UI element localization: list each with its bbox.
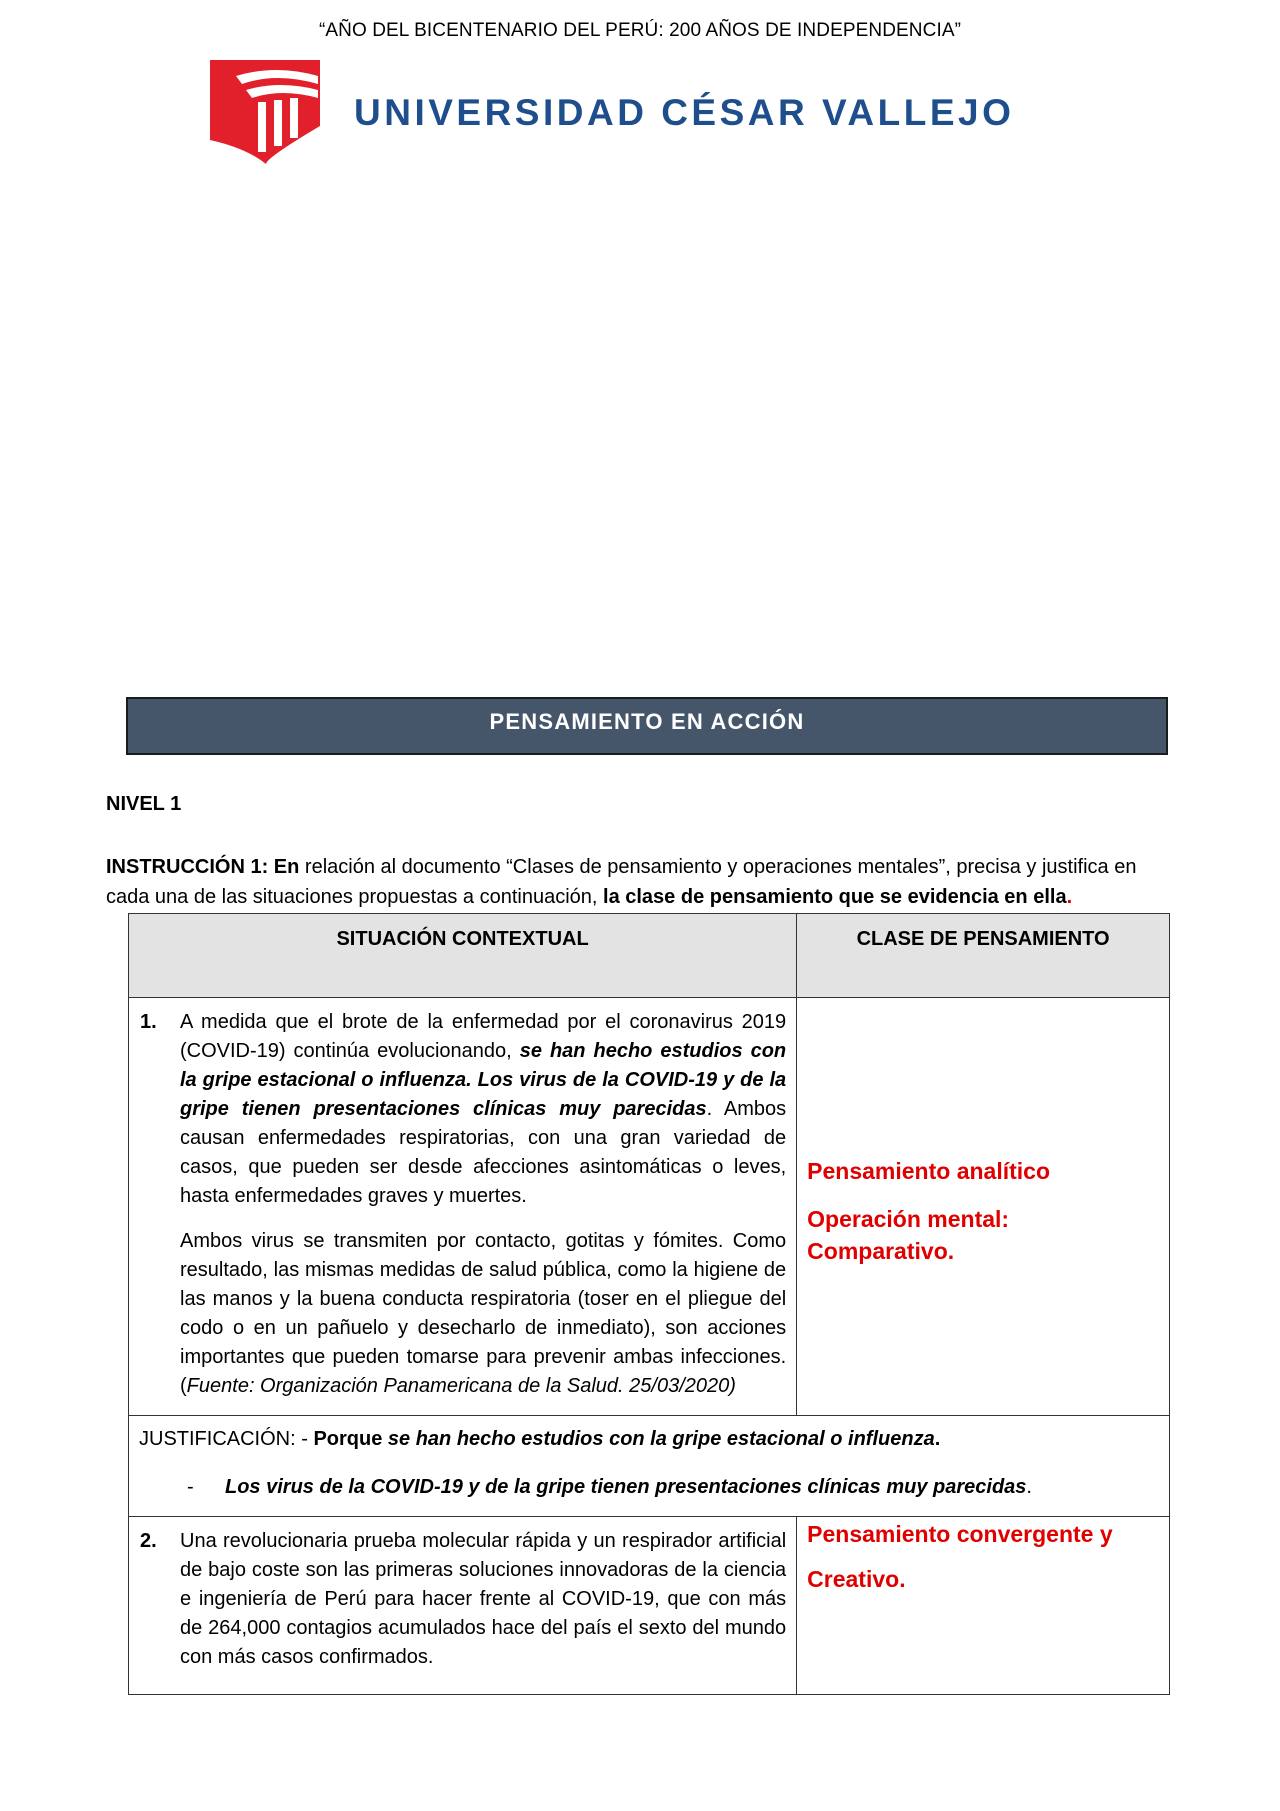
situation-cell: [129, 1517, 797, 1695]
situation-text: . Ambos causan enfermedades respiratorias, con una gran variedad de casos, que pueden ser desde afecciones asintomáticas o leves, hasta enfermedades graves y muertes.: [180, 1098, 787, 1207]
clase-label: Creativo.: [807, 1566, 906, 1592]
justification-label: JUSTIFICACIÓN: -: [139, 1428, 314, 1450]
instruction-text: relación al documento “Clases de pensamiento y operaciones mentales”, precisa y justifica en cada una de las situaciones propuestas a continuación,: [106, 856, 1137, 908]
justification-emphasis: se han hecho estudios con la gripe estacional o influenza: [387, 1428, 935, 1450]
instruction-label: INSTRUCCIÓN 1:: [106, 856, 269, 878]
university-name: UNIVERSIDAD CÉSAR VALLEJO: [354, 92, 1015, 133]
shield-icon: [206, 56, 324, 166]
clase-label: Pensamiento analítico: [807, 1158, 1051, 1184]
situation-source: Fuente: Organización Panamericana de la Salud. 25/03/2020): [186, 1375, 736, 1397]
clase-label: Pensamiento convergente y: [807, 1521, 1113, 1547]
year-header: “AÑO DEL BICENTENARIO DEL PERÚ: 200 AÑOS DE INDEPENDENCIA”: [318, 20, 962, 41]
justification-line2-end: .: [1026, 1476, 1032, 1498]
justification-end: .: [934, 1428, 941, 1450]
header-situacion: SITUACIÓN CONTEXTUAL: [129, 914, 797, 998]
situation-emphasis: se han hecho estudios con la gripe estacional o influenza. Los virus de la COVID-19 y de la gripe tienen presentaciones clínicas muy parecidas: [180, 1040, 787, 1120]
section-banner: [126, 697, 1168, 755]
clase-cell: [797, 998, 1170, 1416]
situation-text: Ambos virus se transmiten por contacto, gotitas y fómites. Como resultado, las mismas medidas de salud pública, como la higiene de las manos y la buena conducta respiratoria (toser en el pliegue del codo o en un pañuelo y desecharlo de inmediato), son acciones importantes que pueden tomarse para prevenir ambas infecciones. (: [180, 1230, 787, 1397]
clase-cell: [797, 1517, 1170, 1695]
instruction-paragraph: [106, 852, 1170, 912]
justification-text: Porque: [313, 1428, 388, 1450]
header-clase: CLASE DE PENSAMIENTO: [797, 914, 1170, 998]
banner-title: PENSAMIENTO EN ACCIÓN: [489, 709, 805, 734]
instruction-end: .: [1066, 886, 1073, 908]
justification-dash: -: [187, 1476, 194, 1498]
justification-cell: [129, 1416, 1170, 1517]
situation-paragraph: Una revolucionaria prueba molecular rápida y un respirador artificial de bajo coste son las primeras soluciones innovadoras de la ciencia e ingeniería de Perú para hacer frente al COVID-19, que con más de 264,000 contagios acumulados hace del país el sexto del mundo con más casos confirmados.: [180, 1530, 787, 1668]
operacion-label: Operación mental: Comparativo.: [807, 1206, 1010, 1264]
instruction-emphasis: la clase de pensamiento que se evidencia en ella: [603, 886, 1067, 908]
university-logo: [206, 56, 1046, 166]
situations-table: [128, 913, 1170, 1695]
table-row: [129, 1517, 1170, 1695]
situation-cell: [129, 998, 797, 1416]
situation-text: A medida que el brote de la enfermedad por el coronavirus 2019 (COVID-19) continúa evolucionando,: [180, 1011, 787, 1062]
table-header-row: [129, 914, 1170, 998]
situation-number: 1.: [140, 1011, 157, 1033]
instruction-lead: En: [268, 856, 300, 878]
situation-paragraph: [180, 1008, 786, 1211]
justification-row: [129, 1416, 1170, 1517]
level-heading: NIVEL 1: [106, 793, 182, 815]
table-row: [129, 998, 1170, 1416]
situation-number: 2.: [140, 1530, 157, 1552]
justification-line2: Los virus de la COVID-19 y de la gripe tienen presentaciones clínicas muy parecidas: [225, 1476, 1027, 1498]
situation-paragraph: [180, 1227, 786, 1401]
